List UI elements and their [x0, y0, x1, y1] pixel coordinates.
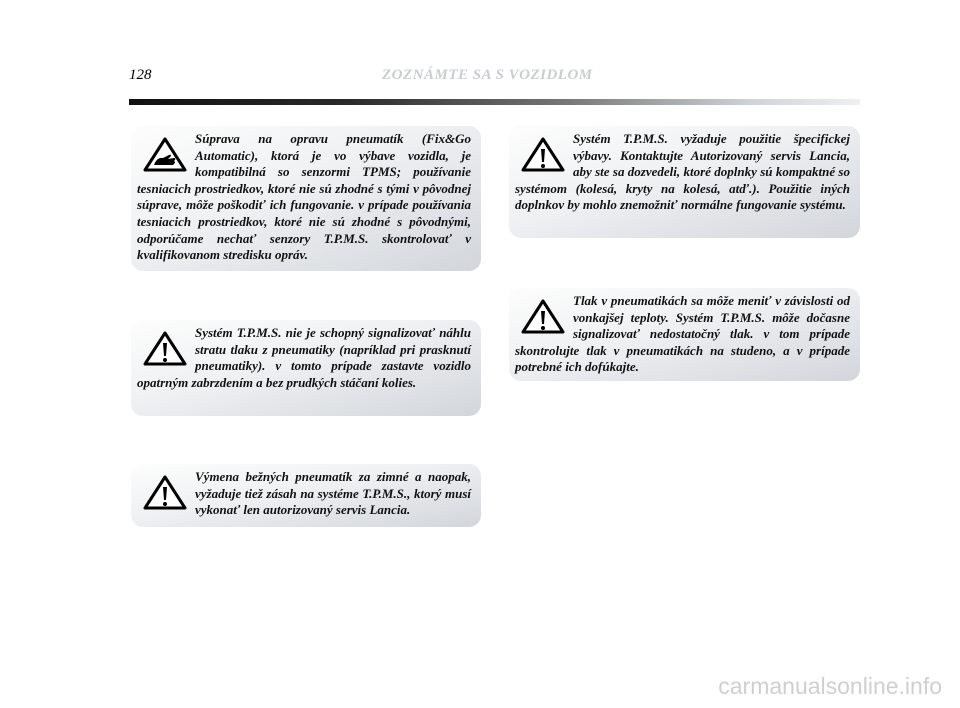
note-text: Tlak v pneumatikách sa môže meniť v závislosti od vonkajšej teploty. Systém T.P.M.S. môže dočasne signalizovať nedostatočný tlak. v tom prípade skontrolujte tlak v pneumatikách na studeno, a v prípade potrebné ich dofúkajte. [515, 293, 850, 375]
note-text: Systém T.P.M.S. nie je schopný signalizovať náhlu stratu tlaku z pneumatiky (napríklad pri prasknutí pneumatiky). v tomto prípade zastavte vozidlo opatrným zabrzdením a bez prudkých stáčaní kolies. [137, 325, 471, 390]
warning-note-sudden-loss [131, 320, 481, 416]
page-number: 128 [129, 67, 152, 83]
note-text: Súprava na opravu pneumatík (Fix&Go Automatic), ktorá je vo výbave vozidla, je kompatibilná so senzormi TPMS; používanie tesniacich prostriedkov, ktoré nie sú zhodné s tými v pôvodnej súprave, môže poškodiť ich fungovanie. v prípade používania tesniacich prostriedkov, ktoré nie sú zhodné s pôvodnými, odporúčame nechať senzory T.P.M.S. skontrolovať v kvalifikovanom stredisku opráv. [137, 131, 471, 263]
note-text: Výmena bežných pneumatík za zimné a naopak, vyžaduje tiež zásah na systéme T.P.M.S., ktorý musí vykonať len autorizovaný servis Lancia. [195, 469, 471, 518]
hand-hazard-icon [143, 137, 187, 173]
warning-note-equipment [509, 126, 860, 238]
watermark: carmanualsonline.info [718, 673, 942, 699]
warning-triangle-icon [521, 299, 565, 335]
warning-note-temperature [509, 288, 860, 381]
warning-triangle-icon [521, 137, 565, 173]
warning-note-tyre-change [131, 464, 481, 527]
warning-note-fix-and-go [131, 126, 481, 271]
warning-triangle-icon [143, 475, 187, 511]
section-title: ZOZNÁMTE SA S VOZIDLOM [382, 67, 593, 83]
note-text: Systém T.P.M.S. vyžaduje použitie špecifickej výbavy. Kontaktujte Autorizovaný servis Lancia, aby ste sa dozvedeli, ktoré doplnky sú kompaktné so systémom (kolesá, kryty na kolesá, atď.). Použitie iných doplnkov by mohlo znemožniť normálne fungovanie systému. [515, 131, 850, 213]
header-rule [129, 99, 860, 105]
warning-triangle-icon [143, 331, 187, 367]
